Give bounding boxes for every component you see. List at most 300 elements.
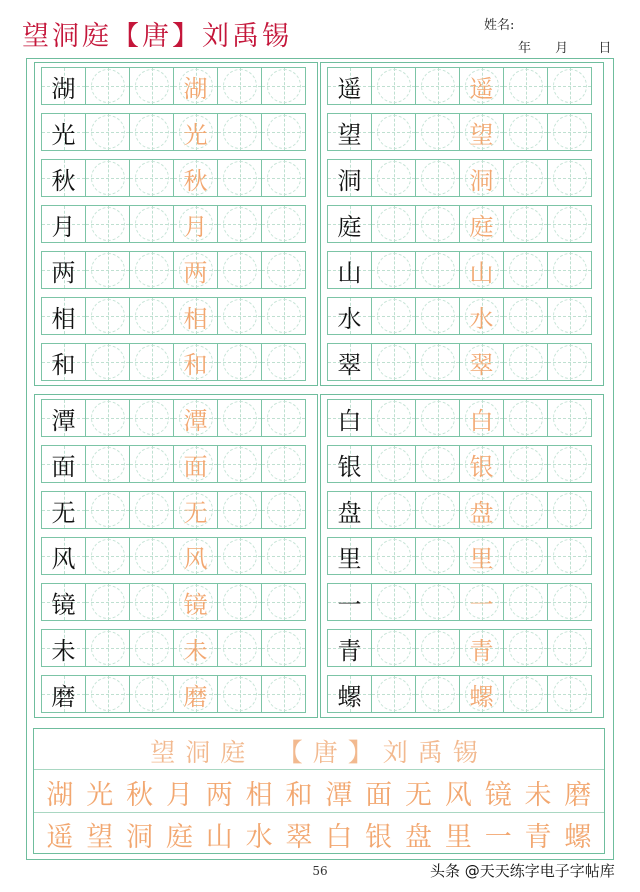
tian-grid-cell — [327, 251, 372, 289]
tian-grid-cell — [173, 251, 218, 289]
model-character: 面 — [51, 452, 76, 481]
model-character: 光 — [51, 120, 76, 149]
tian-grid-cell — [327, 445, 372, 483]
guide-circle — [509, 539, 543, 573]
practice-row — [41, 205, 311, 243]
poem-character: 望 — [86, 822, 114, 853]
tian-grid-cell — [415, 297, 460, 335]
guide-circle — [267, 677, 301, 711]
tian-grid-cell — [415, 159, 460, 197]
tian-grid-cell — [327, 675, 372, 713]
poem-character: 盘 — [405, 822, 433, 853]
tian-grid-cell — [459, 399, 504, 437]
tian-grid-cell — [503, 113, 548, 151]
guide-circle — [223, 299, 257, 333]
tian-grid-cell — [547, 675, 592, 713]
model-character: 螺 — [337, 682, 362, 711]
guide-circle — [135, 345, 169, 379]
trace-character: 一 — [469, 590, 494, 619]
tian-grid-cell — [85, 675, 130, 713]
model-character: 望 — [337, 120, 362, 149]
model-character: 庭 — [337, 212, 362, 241]
practice-row — [41, 67, 311, 105]
tian-grid-cell — [217, 675, 262, 713]
practice-row — [41, 399, 311, 437]
tian-grid-cell — [85, 629, 130, 667]
tian-grid-cell — [371, 491, 416, 529]
tian-grid-cell — [327, 629, 372, 667]
guide-circle — [91, 539, 125, 573]
date-line — [518, 37, 611, 56]
guide-circle — [509, 401, 543, 435]
guide-circle — [421, 69, 455, 103]
practice-row — [327, 251, 597, 289]
model-character: 银 — [337, 452, 362, 481]
guide-circle — [553, 401, 587, 435]
practice-row — [327, 399, 597, 437]
tian-grid-cell — [415, 205, 460, 243]
guide-circle — [267, 631, 301, 665]
tian-grid-cell — [41, 251, 86, 289]
practice-panel-bottom-right — [320, 394, 604, 718]
model-character: 月 — [51, 212, 76, 241]
tian-grid-cell — [41, 205, 86, 243]
tian-grid-cell — [261, 251, 306, 289]
poem-character: 光 — [86, 780, 114, 811]
guide-circle — [377, 677, 411, 711]
tian-grid-cell — [85, 583, 130, 621]
guide-circle — [267, 253, 301, 287]
trace-character: 相 — [183, 304, 208, 333]
guide-circle — [377, 161, 411, 195]
tian-grid-cell — [459, 445, 504, 483]
worksheet-title: 望洞庭【唐】刘禹锡 — [22, 21, 292, 52]
model-character: 一 — [337, 590, 362, 619]
guide-circle — [135, 207, 169, 241]
guide-circle — [553, 631, 587, 665]
practice-row — [327, 445, 597, 483]
tian-grid-cell — [261, 113, 306, 151]
tian-grid-cell — [217, 343, 262, 381]
poem-character: 水 — [245, 822, 273, 853]
poem-character: 银 — [365, 822, 393, 853]
tian-grid-cell — [41, 399, 86, 437]
tian-grid-cell — [261, 537, 306, 575]
model-character: 白 — [337, 406, 362, 435]
model-character: 青 — [337, 636, 362, 665]
model-character: 水 — [337, 304, 362, 333]
tian-grid-cell — [173, 629, 218, 667]
model-character: 无 — [51, 498, 76, 527]
tian-grid-cell — [173, 537, 218, 575]
date-year: 年 — [518, 41, 532, 56]
tian-grid-cell — [129, 159, 174, 197]
guide-circle — [553, 345, 587, 379]
poem-box — [33, 728, 605, 854]
page-number: 56 — [312, 864, 328, 878]
tian-grid-cell — [415, 629, 460, 667]
model-character: 镜 — [51, 590, 76, 619]
tian-grid-cell — [459, 583, 504, 621]
tian-grid-cell — [85, 113, 130, 151]
tian-grid-cell — [85, 343, 130, 381]
tian-grid-cell — [261, 445, 306, 483]
tian-grid-cell — [459, 537, 504, 575]
practice-row — [41, 675, 311, 713]
tian-grid-cell — [459, 629, 504, 667]
tian-grid-cell — [41, 491, 86, 529]
tian-grid-cell — [327, 113, 372, 151]
tian-grid-cell — [85, 537, 130, 575]
guide-circle — [135, 115, 169, 149]
model-character: 遥 — [337, 74, 362, 103]
model-character: 和 — [51, 350, 76, 379]
poem-character: 面 — [365, 780, 393, 811]
tian-grid-cell — [129, 675, 174, 713]
practice-row — [327, 537, 597, 575]
tian-grid-cell — [371, 159, 416, 197]
tian-grid-cell — [503, 491, 548, 529]
tian-grid-cell — [459, 251, 504, 289]
trace-character: 遥 — [469, 74, 494, 103]
tian-grid-cell — [547, 629, 592, 667]
model-character: 两 — [51, 258, 76, 287]
tian-grid-cell — [415, 399, 460, 437]
tian-grid-cell — [85, 399, 130, 437]
tian-grid-cell — [371, 297, 416, 335]
tian-grid-cell — [173, 113, 218, 151]
guide-circle — [267, 161, 301, 195]
trace-character: 洞 — [469, 166, 494, 195]
trace-character: 翠 — [469, 350, 494, 379]
practice-panel-top-left — [34, 62, 318, 386]
tian-grid-cell — [371, 445, 416, 483]
tian-grid-cell — [129, 399, 174, 437]
tian-grid-cell — [41, 445, 86, 483]
tian-grid-cell — [503, 251, 548, 289]
practice-row — [41, 445, 311, 483]
tian-grid-cell — [459, 159, 504, 197]
tian-grid-cell — [547, 491, 592, 529]
model-character: 里 — [337, 544, 362, 573]
tian-grid-cell — [261, 583, 306, 621]
guide-circle — [553, 677, 587, 711]
tian-grid-cell — [503, 205, 548, 243]
watermark: 头条 @天天练字电子字帖库 — [430, 862, 615, 880]
guide-circle — [421, 447, 455, 481]
guide-circle — [421, 115, 455, 149]
tian-grid-cell — [173, 445, 218, 483]
poem-character: 月 — [165, 780, 193, 811]
practice-row — [41, 159, 311, 197]
guide-circle — [377, 401, 411, 435]
guide-circle — [91, 401, 125, 435]
tian-grid-cell — [371, 113, 416, 151]
tian-grid-cell — [327, 205, 372, 243]
tian-grid-cell — [173, 67, 218, 105]
tian-grid-cell — [129, 629, 174, 667]
tian-grid-cell — [415, 251, 460, 289]
practice-row — [41, 491, 311, 529]
guide-circle — [267, 207, 301, 241]
poem-line-2 — [34, 815, 604, 854]
poem-character: 风 — [444, 780, 472, 811]
guide-circle — [509, 69, 543, 103]
poem-title: 望洞庭 【唐】刘禹锡 — [150, 738, 488, 767]
tian-grid-cell — [129, 343, 174, 381]
trace-character: 两 — [183, 258, 208, 287]
guide-circle — [553, 69, 587, 103]
model-character: 磨 — [51, 682, 76, 711]
tian-grid-cell — [261, 205, 306, 243]
model-character: 盘 — [337, 498, 362, 527]
guide-circle — [91, 207, 125, 241]
tian-grid-cell — [85, 251, 130, 289]
poem-character: 湖 — [46, 780, 74, 811]
trace-character: 未 — [183, 636, 208, 665]
tian-grid-cell — [261, 67, 306, 105]
tian-grid-cell — [327, 583, 372, 621]
trace-character: 银 — [469, 452, 494, 481]
trace-character: 秋 — [183, 166, 208, 195]
poem-character: 白 — [325, 822, 353, 853]
guide-circle — [267, 447, 301, 481]
tian-grid-cell — [217, 251, 262, 289]
guide-circle — [135, 69, 169, 103]
tian-grid-cell — [547, 159, 592, 197]
poem-divider — [34, 812, 604, 813]
guide-circle — [91, 677, 125, 711]
tian-grid-cell — [547, 445, 592, 483]
guide-circle — [553, 207, 587, 241]
poem-character: 无 — [405, 780, 433, 811]
guide-circle — [377, 69, 411, 103]
tian-grid-cell — [217, 629, 262, 667]
guide-circle — [509, 299, 543, 333]
guide-circle — [267, 345, 301, 379]
tian-grid-cell — [327, 537, 372, 575]
tian-grid-cell — [547, 583, 592, 621]
practice-row — [41, 343, 311, 381]
poem-character: 和 — [285, 780, 313, 811]
tian-grid-cell — [261, 297, 306, 335]
tian-grid-cell — [371, 205, 416, 243]
model-character: 洞 — [337, 166, 362, 195]
guide-circle — [509, 493, 543, 527]
poem-character: 磨 — [564, 780, 592, 811]
trace-character: 白 — [469, 406, 494, 435]
tian-grid-cell — [261, 343, 306, 381]
practice-row — [327, 67, 597, 105]
trace-character: 风 — [183, 544, 208, 573]
guide-circle — [135, 631, 169, 665]
poem-character: 洞 — [126, 822, 154, 853]
poem-character: 青 — [524, 822, 552, 853]
tian-grid-cell — [41, 343, 86, 381]
guide-circle — [223, 401, 257, 435]
tian-grid-cell — [503, 159, 548, 197]
guide-circle — [267, 401, 301, 435]
guide-circle — [223, 447, 257, 481]
guide-circle — [421, 631, 455, 665]
tian-grid-cell — [173, 343, 218, 381]
poem-character: 相 — [245, 780, 273, 811]
tian-grid-cell — [503, 343, 548, 381]
guide-circle — [377, 253, 411, 287]
poem-character: 未 — [524, 780, 552, 811]
tian-grid-cell — [217, 445, 262, 483]
poem-character: 遥 — [46, 822, 74, 853]
guide-circle — [91, 299, 125, 333]
date-month: 月 — [555, 41, 569, 56]
guide-circle — [553, 585, 587, 619]
guide-circle — [421, 585, 455, 619]
guide-circle — [91, 253, 125, 287]
guide-circle — [421, 299, 455, 333]
guide-circle — [223, 493, 257, 527]
guide-circle — [267, 115, 301, 149]
tian-grid-cell — [327, 297, 372, 335]
trace-character: 湖 — [183, 74, 208, 103]
guide-circle — [421, 207, 455, 241]
poem-character: 翠 — [285, 822, 313, 853]
tian-grid-cell — [371, 629, 416, 667]
poem-character: 螺 — [564, 822, 592, 853]
tian-grid-cell — [503, 297, 548, 335]
guide-circle — [135, 253, 169, 287]
guide-circle — [553, 161, 587, 195]
guide-circle — [553, 493, 587, 527]
tian-grid-cell — [503, 629, 548, 667]
tian-grid-cell — [217, 113, 262, 151]
guide-circle — [223, 631, 257, 665]
guide-circle — [91, 115, 125, 149]
tian-grid-cell — [217, 537, 262, 575]
guide-circle — [223, 207, 257, 241]
guide-circle — [223, 161, 257, 195]
guide-circle — [421, 161, 455, 195]
poem-divider — [34, 769, 604, 770]
tian-grid-cell — [41, 583, 86, 621]
tian-grid-cell — [371, 343, 416, 381]
tian-grid-cell — [415, 491, 460, 529]
trace-character: 面 — [183, 452, 208, 481]
tian-grid-cell — [217, 399, 262, 437]
practice-row — [327, 113, 597, 151]
tian-grid-cell — [547, 343, 592, 381]
guide-circle — [135, 493, 169, 527]
tian-grid-cell — [261, 491, 306, 529]
guide-circle — [509, 253, 543, 287]
guide-circle — [91, 69, 125, 103]
tian-grid-cell — [371, 67, 416, 105]
practice-row — [41, 251, 311, 289]
tian-grid-cell — [129, 537, 174, 575]
tian-grid-cell — [129, 445, 174, 483]
tian-grid-cell — [129, 491, 174, 529]
guide-circle — [509, 631, 543, 665]
tian-grid-cell — [173, 205, 218, 243]
trace-character: 青 — [469, 636, 494, 665]
tian-grid-cell — [459, 675, 504, 713]
tian-grid-cell — [261, 675, 306, 713]
guide-circle — [553, 253, 587, 287]
guide-circle — [223, 585, 257, 619]
practice-row — [41, 629, 311, 667]
guide-circle — [377, 631, 411, 665]
guide-circle — [267, 299, 301, 333]
tian-grid-cell — [459, 205, 504, 243]
trace-character: 和 — [183, 350, 208, 379]
tian-grid-cell — [503, 445, 548, 483]
date-day: 日 — [598, 41, 612, 56]
guide-circle — [135, 539, 169, 573]
guide-circle — [377, 585, 411, 619]
tian-grid-cell — [459, 491, 504, 529]
tian-grid-cell — [327, 159, 372, 197]
trace-character: 无 — [183, 498, 208, 527]
tian-grid-cell — [547, 113, 592, 151]
guide-circle — [135, 401, 169, 435]
tian-grid-cell — [415, 113, 460, 151]
tian-grid-cell — [547, 537, 592, 575]
tian-grid-cell — [547, 297, 592, 335]
tian-grid-cell — [547, 251, 592, 289]
guide-circle — [267, 69, 301, 103]
tian-grid-cell — [415, 537, 460, 575]
guide-circle — [223, 345, 257, 379]
tian-grid-cell — [459, 343, 504, 381]
tian-grid-cell — [415, 343, 460, 381]
guide-circle — [223, 677, 257, 711]
practice-row — [41, 537, 311, 575]
guide-circle — [421, 345, 455, 379]
guide-circle — [553, 299, 587, 333]
model-character: 风 — [51, 544, 76, 573]
guide-circle — [377, 299, 411, 333]
poem-line-1 — [34, 773, 604, 812]
guide-circle — [91, 585, 125, 619]
practice-row — [327, 583, 597, 621]
poem-character: 里 — [444, 822, 472, 853]
tian-grid-cell — [85, 445, 130, 483]
practice-panel-bottom-left — [34, 394, 318, 718]
name-label: 姓名: — [484, 18, 515, 33]
tian-grid-cell — [129, 67, 174, 105]
tian-grid-cell — [547, 205, 592, 243]
guide-circle — [223, 539, 257, 573]
tian-grid-cell — [459, 113, 504, 151]
model-character: 未 — [51, 636, 76, 665]
tian-grid-cell — [459, 67, 504, 105]
tian-grid-cell — [173, 159, 218, 197]
tian-grid-cell — [217, 67, 262, 105]
guide-circle — [509, 677, 543, 711]
tian-grid-cell — [415, 583, 460, 621]
guide-circle — [135, 585, 169, 619]
poem-character: 庭 — [165, 822, 193, 853]
tian-grid-cell — [327, 67, 372, 105]
model-character: 潭 — [51, 406, 76, 435]
tian-grid-cell — [173, 491, 218, 529]
tian-grid-cell — [415, 445, 460, 483]
guide-circle — [509, 207, 543, 241]
tian-grid-cell — [85, 159, 130, 197]
poem-character: 一 — [484, 822, 512, 853]
tian-grid-cell — [327, 399, 372, 437]
tian-grid-cell — [41, 67, 86, 105]
guide-circle — [223, 115, 257, 149]
